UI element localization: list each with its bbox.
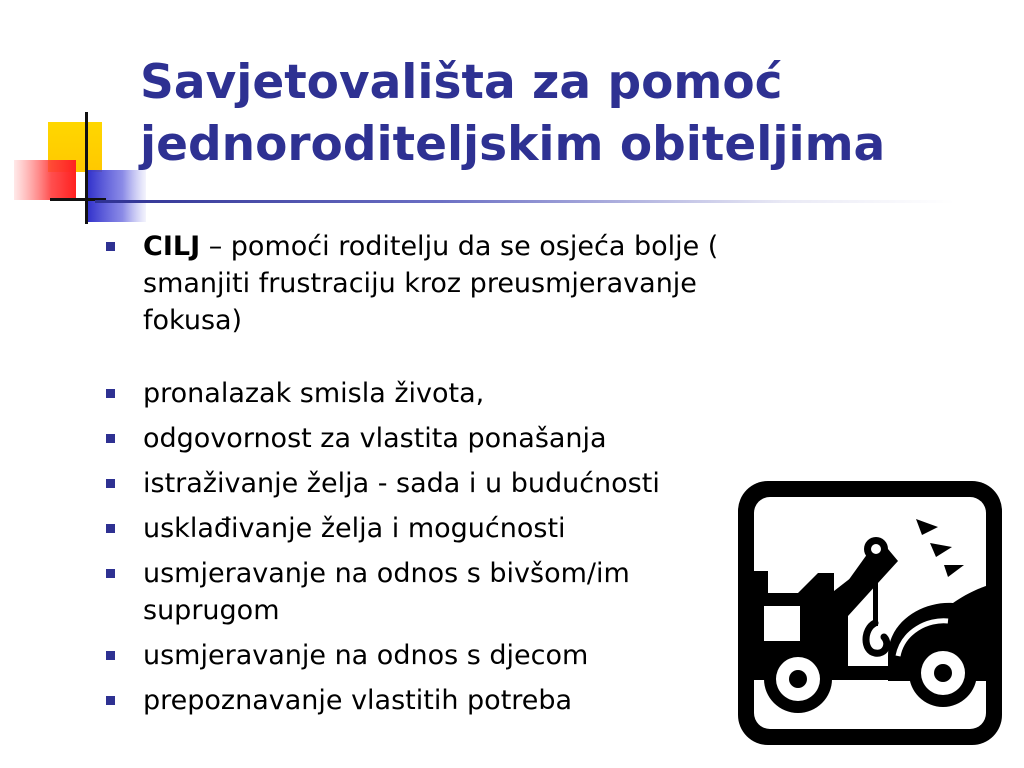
title-line-1: Savjetovališta za pomoć xyxy=(140,55,783,110)
bullet-marker-icon xyxy=(106,524,115,533)
bullet-marker-icon xyxy=(106,479,115,488)
color-squares-decoration xyxy=(0,0,160,240)
bullet-marker-icon xyxy=(106,434,115,443)
goal-label: CILJ xyxy=(143,231,201,262)
list-item xyxy=(100,555,740,629)
title-divider xyxy=(95,200,955,203)
list-item xyxy=(100,510,740,547)
list-item-text: usmjeravanje na odnos s djecom xyxy=(143,640,589,671)
bullet-list xyxy=(100,228,740,719)
goal-text: – pomoći roditelju da se osjeća bolje ( smanjiti frustraciju kroz preusmjeravanje fokusa) xyxy=(143,231,719,336)
list-item xyxy=(100,228,740,339)
tow-truck-icon xyxy=(738,481,1002,745)
list-item-text: istraživanje želja - sada i u budućnosti xyxy=(143,468,660,499)
bullet-content xyxy=(100,228,740,727)
bullet-marker-icon xyxy=(106,651,115,660)
list-item xyxy=(100,682,740,719)
list-item xyxy=(100,420,740,457)
bullet-marker-icon xyxy=(106,569,115,578)
bullet-marker-icon xyxy=(106,242,115,251)
title-line-2: jednoroditeljskim obiteljima xyxy=(140,117,886,172)
list-item xyxy=(100,637,740,674)
bullet-marker-icon xyxy=(106,389,115,398)
bullet-marker-icon xyxy=(106,696,115,705)
list-item-text: prepoznavanje vlastitih potreba xyxy=(143,685,573,716)
list-item xyxy=(100,465,740,502)
list-item-text: usmjeravanje na odnos s bivšom/im suprugom xyxy=(143,558,630,626)
list-item-text: usklađivanje želja i mogućnosti xyxy=(143,513,566,544)
slide-title xyxy=(140,52,1000,176)
list-item-text: pronalazak smisla života, xyxy=(143,378,485,409)
list-item-text: odgovornost za vlastita ponašanja xyxy=(143,423,607,454)
list-item xyxy=(100,375,740,412)
